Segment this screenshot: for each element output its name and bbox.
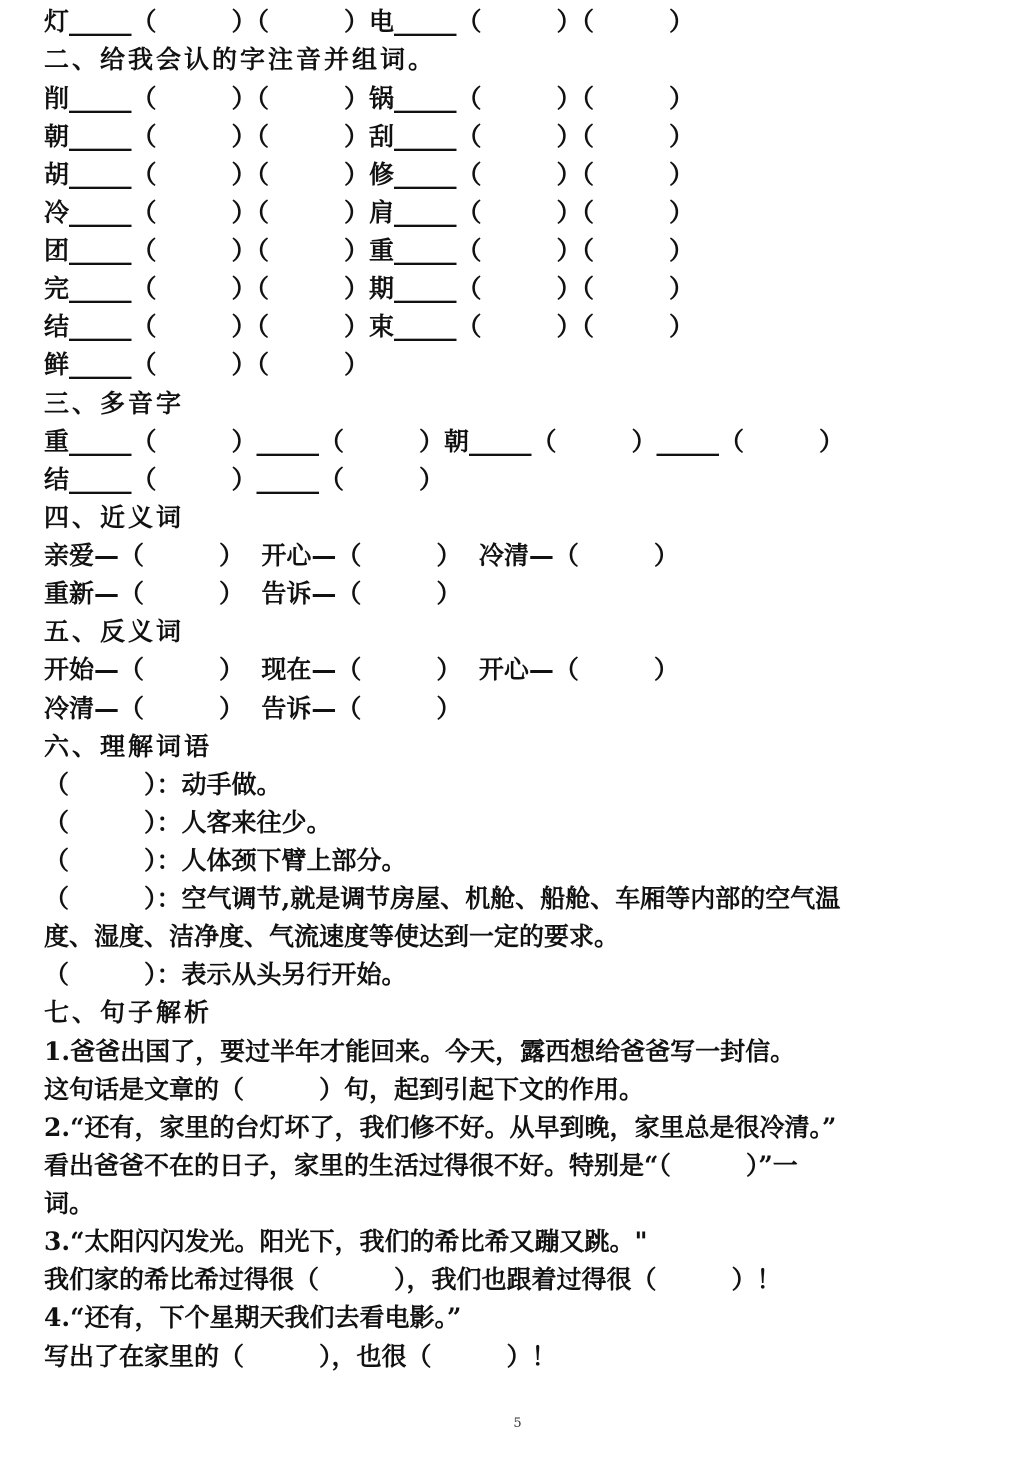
line-antonyms-2: 冷清—（ ） 告诉—（ ） (44, 694, 462, 723)
page-number: 5 (513, 1416, 522, 1431)
line-sentence-3: 3.“太阳闪闪发光。阳光下，我们的希比希又蹦又跳。" (44, 1227, 648, 1256)
section-5-heading: 五、反义词 (44, 617, 185, 646)
line-synonyms-1: 亲爱—（ ） 开心—（ ） 冷清—（ ） (44, 541, 679, 570)
line-sentence-1-q: 这句话是文章的（ ）句，起到引起下文的作用。 (44, 1075, 645, 1104)
line-polyphone-1: 重_____（ ）_____（ ）朝_____（ ）_____（ ） (44, 427, 845, 456)
line-sentence-2: 2.“还有，家里的台灯坏了，我们修不好。从早到晚，家里总是很冷清。” (44, 1113, 837, 1142)
line-synonyms-2: 重新—（ ） 告诉—（ ） (44, 579, 462, 608)
line-meaning-4-cont: 度、湿度、洁净度、气流速度等使达到一定的要求。 (44, 922, 620, 951)
line-xiao-guo: 削_____（ ）（ ）锅_____（ ）（ ） (44, 84, 695, 113)
section-3-heading: 三、多音字 (44, 389, 185, 418)
line-sentence-4: 4.“还有，下个星期天我们去看电影。” (44, 1303, 462, 1332)
line-hu-xiu: 胡_____（ ）（ ）修_____（ ）（ ） (44, 160, 695, 189)
line-leng-jian: 冷_____（ ）（ ）肩_____（ ）（ ） (44, 198, 695, 227)
line-xian: 鲜_____（ ）（ ） (44, 350, 370, 379)
section-4-heading: 四、近义词 (44, 503, 185, 532)
section-6-heading: 六、理解词语 (44, 732, 213, 761)
line-tuan-zhong: 团_____（ ）（ ）重_____（ ）（ ） (44, 236, 695, 265)
line-deng-dian: 灯_____（ ）（ ）电_____（ ）（ ） (44, 7, 695, 36)
line-sentence-2-q-cont: 词。 (44, 1189, 95, 1218)
line-meaning-2: （ ）：人客来往少。 (44, 808, 332, 837)
line-wan-qi: 完_____（ ）（ ）期_____（ ）（ ） (44, 274, 695, 303)
line-meaning-5: （ ）：表示从头另行开始。 (44, 960, 407, 989)
section-7-heading: 七、句子解析 (44, 998, 213, 1027)
section-2-heading: 二、给我会认的字注音并组词。 (44, 45, 437, 74)
line-chao-gua: 朝_____（ ）（ ）刮_____（ ）（ ） (44, 122, 695, 151)
line-sentence-4-q: 写出了在家里的（ ），也很（ ）！ (44, 1342, 557, 1371)
line-meaning-4: （ ）：空气调节,就是调节房屋、机舱、船舱、车厢等内部的空气温 (44, 884, 841, 913)
line-jie-shu: 结_____（ ）（ ）束_____（ ）（ ） (44, 312, 695, 341)
line-sentence-2-q: 看出爸爸不在的日子，家里的生活过得很不好。特别是“（ ）”一 (44, 1151, 798, 1180)
line-polyphone-2: 结_____（ ）_____（ ） (44, 465, 445, 494)
line-sentence-3-q: 我们家的希比希过得很（ ），我们也跟着过得很（ ）！ (44, 1265, 782, 1294)
line-meaning-1: （ ）：动手做。 (44, 770, 282, 799)
line-antonyms-1: 开始—（ ） 现在—（ ） 开心—（ ） (44, 655, 679, 684)
line-meaning-3: （ ）：人体颈下臂上部分。 (44, 846, 407, 875)
line-sentence-1: 1.爸爸出国了，要过半年才能回来。今天，露西想给爸爸写一封信。 (44, 1037, 796, 1066)
